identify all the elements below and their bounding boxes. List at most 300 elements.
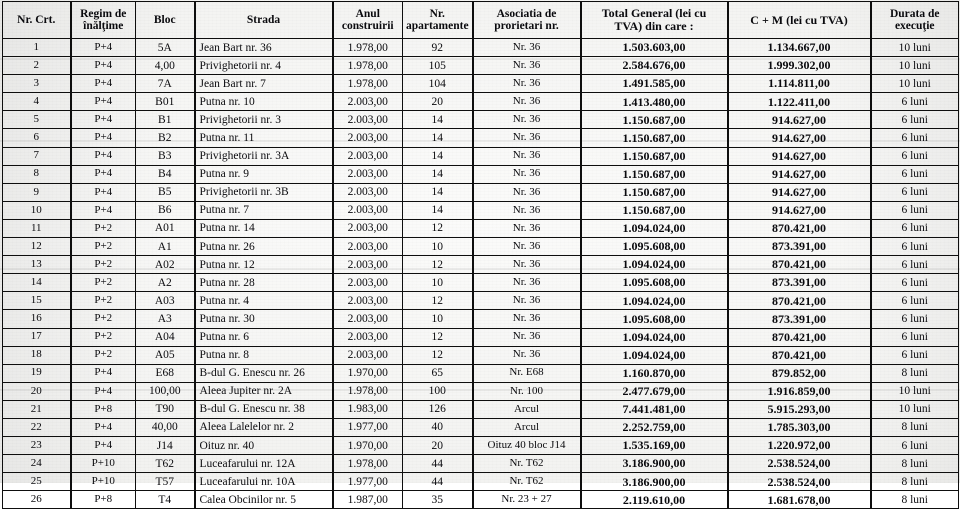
- cell-total-general: 3.186.900,00: [581, 473, 728, 491]
- cell-bloc: B1: [136, 111, 195, 129]
- cell-c-plus-m: 914.627,00: [728, 111, 871, 129]
- table-row: [3, 400, 959, 418]
- cell-total-general: 7.441.481,00: [581, 400, 728, 418]
- cell-c-plus-m: 873.391,00: [728, 238, 871, 256]
- cell-regim: P+4: [71, 437, 136, 455]
- cell-c-plus-m: 914.627,00: [728, 147, 871, 165]
- cell-strada: Jean Bart nr. 7: [195, 75, 333, 93]
- cell-apartamente: 14: [403, 111, 473, 129]
- cell-durata: 6 luni: [871, 238, 959, 256]
- cell-nr-crt: 20: [3, 382, 71, 400]
- cell-anul: 2.003,00: [333, 328, 403, 346]
- cell-regim: P+4: [71, 129, 136, 147]
- cell-asociatia: Nr. 36: [473, 39, 581, 57]
- cell-asociatia: Nr. 36: [473, 346, 581, 364]
- cell-total-general: 1.150.687,00: [581, 111, 728, 129]
- cell-bloc: A02: [136, 256, 195, 274]
- cell-asociatia: Nr. 100: [473, 382, 581, 400]
- cell-anul: 1.970,00: [333, 437, 403, 455]
- cell-apartamente: 10: [403, 274, 473, 292]
- cell-regim: P+4: [71, 93, 136, 111]
- cell-apartamente: 100: [403, 382, 473, 400]
- cell-anul: 2.003,00: [333, 292, 403, 310]
- cell-bloc: A05: [136, 346, 195, 364]
- cell-bloc: A03: [136, 292, 195, 310]
- cell-anul: 2.003,00: [333, 256, 403, 274]
- cell-regim: P+10: [71, 455, 136, 473]
- cell-strada: Putna nr. 6: [195, 328, 333, 346]
- cell-durata: 10 luni: [871, 39, 959, 57]
- column-header-bloc: [136, 2, 195, 39]
- table-row: [3, 364, 959, 382]
- cell-anul: 2.003,00: [333, 111, 403, 129]
- cell-c-plus-m: 873.391,00: [728, 274, 871, 292]
- cell-regim: P+2: [71, 274, 136, 292]
- cell-strada: Putna nr. 9: [195, 165, 333, 183]
- cell-durata: 8 luni: [871, 491, 959, 509]
- cell-regim: P+2: [71, 328, 136, 346]
- cell-durata: 6 luni: [871, 310, 959, 328]
- cell-nr-crt: 12: [3, 238, 71, 256]
- cell-strada: Putna nr. 14: [195, 219, 333, 237]
- cell-anul: 2.003,00: [333, 346, 403, 364]
- cell-asociatia: Nr. 36: [473, 183, 581, 201]
- cell-bloc: T57: [136, 473, 195, 491]
- cell-regim: P+4: [71, 75, 136, 93]
- column-header-total-line1: Total General (lei cu: [601, 6, 707, 21]
- cell-durata: 6 luni: [871, 147, 959, 165]
- cell-bloc: 7A: [136, 75, 195, 93]
- cell-durata: 10 luni: [871, 400, 959, 418]
- cell-asociatia: Nr. 36: [473, 238, 581, 256]
- cell-asociatia: Arcul: [473, 418, 581, 436]
- cell-asociatia: Nr. T62: [473, 473, 581, 491]
- cell-total-general: 1.094.024,00: [581, 292, 728, 310]
- cell-asociatia: Nr. 36: [473, 274, 581, 292]
- cell-strada: Oituz nr. 40: [195, 437, 333, 455]
- cell-bloc: T4: [136, 491, 195, 509]
- cell-regim: P+4: [71, 382, 136, 400]
- table-row: [3, 310, 959, 328]
- table-header: [3, 2, 959, 39]
- cell-c-plus-m: 870.421,00: [728, 328, 871, 346]
- cell-strada: Luceafarului nr. 10A: [195, 473, 333, 491]
- column-header-durata-executie: [871, 2, 959, 39]
- cell-nr-crt: 3: [3, 75, 71, 93]
- cell-strada: Luceafarului nr. 12A: [195, 455, 333, 473]
- cell-apartamente: 14: [403, 183, 473, 201]
- cell-strada: Aleea Jupiter nr. 2A: [195, 382, 333, 400]
- cell-strada: Putna nr. 12: [195, 256, 333, 274]
- cell-asociatia: Nr. 36: [473, 292, 581, 310]
- cell-anul: 2.003,00: [333, 183, 403, 201]
- cell-asociatia: Nr. 36: [473, 201, 581, 219]
- cell-strada: Privighetorii nr. 3A: [195, 147, 333, 165]
- cell-asociatia: Nr. 36: [473, 310, 581, 328]
- table-row: [3, 147, 959, 165]
- cell-asociatia: Nr. T62: [473, 455, 581, 473]
- cell-bloc: T62: [136, 455, 195, 473]
- cell-bloc: B6: [136, 201, 195, 219]
- cell-apartamente: 104: [403, 75, 473, 93]
- column-header-nr-apartamente: [403, 2, 473, 39]
- cell-durata: 6 luni: [871, 437, 959, 455]
- cell-apartamente: 14: [403, 165, 473, 183]
- table-row: [3, 219, 959, 237]
- cell-anul: 2.003,00: [333, 274, 403, 292]
- table-row: [3, 183, 959, 201]
- table-header-row: [3, 2, 959, 39]
- table-row: [3, 346, 959, 364]
- cell-durata: 10 luni: [871, 57, 959, 75]
- cell-anul: 2.003,00: [333, 165, 403, 183]
- cell-total-general: 1.491.585,00: [581, 75, 728, 93]
- cell-strada: Calea Obcinilor nr. 5: [195, 491, 333, 509]
- cell-apartamente: 44: [403, 473, 473, 491]
- cell-total-general: 2.119.610,00: [581, 491, 728, 509]
- cell-nr-crt: 14: [3, 274, 71, 292]
- cell-total-general: 1.094.024,00: [581, 256, 728, 274]
- cell-durata: 6 luni: [871, 328, 959, 346]
- cell-durata: 6 luni: [871, 129, 959, 147]
- cell-strada: Putna nr. 4: [195, 292, 333, 310]
- column-header-cm-line1: C + M (lei cu TVA): [750, 12, 848, 27]
- cell-durata: 8 luni: [871, 418, 959, 436]
- cell-strada: Putna nr. 10: [195, 93, 333, 111]
- cell-asociatia: Nr. 36: [473, 165, 581, 183]
- cell-total-general: 1.160.870,00: [581, 364, 728, 382]
- cell-apartamente: 126: [403, 400, 473, 418]
- table-row: [3, 491, 959, 509]
- cell-durata: 6 luni: [871, 274, 959, 292]
- cell-total-general: 2.252.759,00: [581, 418, 728, 436]
- cell-c-plus-m: 1.785.303,00: [728, 418, 871, 436]
- table-row: [3, 473, 959, 491]
- table-row: [3, 57, 959, 75]
- cell-regim: P+2: [71, 292, 136, 310]
- cell-total-general: 1.094.024,00: [581, 346, 728, 364]
- cell-regim: P+2: [71, 256, 136, 274]
- cell-bloc: 100,00: [136, 382, 195, 400]
- cell-strada: Privighetorii nr. 4: [195, 57, 333, 75]
- cell-apartamente: 35: [403, 491, 473, 509]
- cell-bloc: 5A: [136, 39, 195, 57]
- cell-anul: 1.978,00: [333, 75, 403, 93]
- cell-regim: P+4: [71, 364, 136, 382]
- table-row: [3, 75, 959, 93]
- cell-bloc: 4,00: [136, 57, 195, 75]
- cell-total-general: 2.584.676,00: [581, 57, 728, 75]
- table-row: [3, 418, 959, 436]
- column-header-c-plus-m: [728, 2, 871, 39]
- column-header-strada: [195, 2, 333, 39]
- cell-bloc: A01: [136, 219, 195, 237]
- cell-c-plus-m: 1.916.859,00: [728, 382, 871, 400]
- cell-apartamente: 12: [403, 256, 473, 274]
- cell-c-plus-m: 914.627,00: [728, 129, 871, 147]
- table-row: [3, 328, 959, 346]
- cell-nr-crt: 11: [3, 219, 71, 237]
- cell-anul: 1.978,00: [333, 382, 403, 400]
- cell-apartamente: 12: [403, 292, 473, 310]
- cell-c-plus-m: 1.114.811,00: [728, 75, 871, 93]
- cell-total-general: 1.150.687,00: [581, 165, 728, 183]
- cell-c-plus-m: 2.538.524,00: [728, 455, 871, 473]
- cell-nr-crt: 1: [3, 39, 71, 57]
- cell-anul: 2.003,00: [333, 201, 403, 219]
- table-row: [3, 93, 959, 111]
- column-header-nr-crt-line1: Nr. Crt.: [17, 13, 56, 26]
- cell-strada: Putna nr. 7: [195, 201, 333, 219]
- cell-regim: P+4: [71, 201, 136, 219]
- cell-regim: P+2: [71, 238, 136, 256]
- table-row: [3, 274, 959, 292]
- cell-strada: Putna nr. 28: [195, 274, 333, 292]
- column-header-an-line2: construirii: [341, 20, 394, 32]
- cell-total-general: 3.186.900,00: [581, 455, 728, 473]
- cell-asociatia: Oituz 40 bloc J14: [473, 437, 581, 455]
- cell-regim: P+4: [71, 39, 136, 57]
- cell-apartamente: 14: [403, 147, 473, 165]
- cell-bloc: B4: [136, 165, 195, 183]
- cell-total-general: 1.095.608,00: [581, 274, 728, 292]
- cell-bloc: 40,00: [136, 418, 195, 436]
- cell-durata: 8 luni: [871, 455, 959, 473]
- cell-nr-crt: 7: [3, 147, 71, 165]
- cell-apartamente: 12: [403, 219, 473, 237]
- cell-asociatia: Arcul: [473, 400, 581, 418]
- cell-c-plus-m: 1.999.302,00: [728, 57, 871, 75]
- cell-asociatia: Nr. 36: [473, 256, 581, 274]
- cell-apartamente: 10: [403, 238, 473, 256]
- cell-asociatia: Nr. 36: [473, 147, 581, 165]
- cell-anul: 2.003,00: [333, 238, 403, 256]
- cell-strada: Privighetorii nr. 3: [195, 111, 333, 129]
- cell-durata: 8 luni: [871, 473, 959, 491]
- buildings-rehabilitation-table: [2, 1, 959, 509]
- column-header-an-line1: Anul: [355, 7, 380, 20]
- cell-regim: P+4: [71, 57, 136, 75]
- cell-bloc: B5: [136, 183, 195, 201]
- cell-nr-crt: 21: [3, 400, 71, 418]
- cell-c-plus-m: 2.538.524,00: [728, 473, 871, 491]
- cell-total-general: 1.150.687,00: [581, 129, 728, 147]
- cell-durata: 6 luni: [871, 292, 959, 310]
- cell-regim: P+4: [71, 183, 136, 201]
- cell-apartamente: 40: [403, 418, 473, 436]
- cell-asociatia: Nr. 36: [473, 219, 581, 237]
- cell-regim: P+2: [71, 219, 136, 237]
- column-header-regim-line1: Regim de: [80, 7, 127, 20]
- table-body: [3, 39, 959, 509]
- cell-anul: 2.003,00: [333, 310, 403, 328]
- cell-asociatia: Nr. 36: [473, 328, 581, 346]
- cell-c-plus-m: 870.421,00: [728, 292, 871, 310]
- cell-apartamente: 14: [403, 129, 473, 147]
- cell-regim: P+4: [71, 418, 136, 436]
- cell-anul: 1.983,00: [333, 400, 403, 418]
- cell-regim: P+4: [71, 111, 136, 129]
- cell-nr-crt: 5: [3, 111, 71, 129]
- column-header-anul-construirii: [333, 2, 403, 39]
- cell-durata: 6 luni: [871, 346, 959, 364]
- table-row: [3, 165, 959, 183]
- cell-c-plus-m: 5.915.293,00: [728, 400, 871, 418]
- cell-nr-crt: 16: [3, 310, 71, 328]
- column-header-regim-line2: înălţime: [83, 20, 124, 32]
- cell-bloc: J14: [136, 437, 195, 455]
- cell-nr-crt: 22: [3, 418, 71, 436]
- cell-nr-crt: 10: [3, 201, 71, 219]
- table-row: [3, 455, 959, 473]
- cell-regim: P+8: [71, 400, 136, 418]
- cell-bloc: B01: [136, 93, 195, 111]
- column-header-regim: [71, 2, 136, 39]
- column-header-ap-line1: Nr.: [429, 7, 445, 20]
- cell-anul: 1.978,00: [333, 57, 403, 75]
- cell-apartamente: 92: [403, 39, 473, 57]
- column-header-total-line2: TVA) din care :: [614, 19, 694, 33]
- cell-apartamente: 105: [403, 57, 473, 75]
- cell-nr-crt: 6: [3, 129, 71, 147]
- cell-c-plus-m: 879.852,00: [728, 364, 871, 382]
- cell-total-general: 1.150.687,00: [581, 201, 728, 219]
- cell-anul: 2.003,00: [333, 93, 403, 111]
- table-row: [3, 129, 959, 147]
- column-header-asoc-line2: prorietari nr.: [494, 20, 559, 32]
- cell-anul: 2.003,00: [333, 219, 403, 237]
- cell-anul: 1.987,00: [333, 491, 403, 509]
- cell-c-plus-m: 1.134.667,00: [728, 39, 871, 57]
- table-row: [3, 39, 959, 57]
- cell-durata: 8 luni: [871, 364, 959, 382]
- cell-apartamente: 10: [403, 310, 473, 328]
- cell-nr-crt: 25: [3, 473, 71, 491]
- cell-asociatia: Nr. E68: [473, 364, 581, 382]
- cell-apartamente: 12: [403, 346, 473, 364]
- column-header-total-general: [581, 2, 728, 39]
- cell-c-plus-m: 870.421,00: [728, 346, 871, 364]
- cell-bloc: E68: [136, 364, 195, 382]
- cell-regim: P+10: [71, 473, 136, 491]
- cell-apartamente: 65: [403, 364, 473, 382]
- cell-c-plus-m: 1.122.411,00: [728, 93, 871, 111]
- column-header-asoc-line1: Asociatia de: [496, 7, 557, 20]
- cell-durata: 6 luni: [871, 201, 959, 219]
- cell-anul: 1.978,00: [333, 455, 403, 473]
- cell-asociatia: Nr. 36: [473, 75, 581, 93]
- table-row: [3, 292, 959, 310]
- cell-total-general: 1.150.687,00: [581, 183, 728, 201]
- cell-strada: Putna nr. 11: [195, 129, 333, 147]
- cell-asociatia: Nr. 36: [473, 93, 581, 111]
- cell-asociatia: Nr. 36: [473, 57, 581, 75]
- cell-durata: 6 luni: [871, 93, 959, 111]
- cell-nr-crt: 23: [3, 437, 71, 455]
- cell-c-plus-m: 1.220.972,00: [728, 437, 871, 455]
- cell-c-plus-m: 1.681.678,00: [728, 491, 871, 509]
- cell-c-plus-m: 914.627,00: [728, 201, 871, 219]
- column-header-asociatia: [473, 2, 581, 39]
- cell-total-general: 1.503.603,00: [581, 39, 728, 57]
- cell-regim: P+2: [71, 310, 136, 328]
- cell-total-general: 1.150.687,00: [581, 147, 728, 165]
- cell-apartamente: 14: [403, 201, 473, 219]
- cell-nr-crt: 15: [3, 292, 71, 310]
- cell-c-plus-m: 870.421,00: [728, 256, 871, 274]
- cell-asociatia: Nr. 36: [473, 111, 581, 129]
- column-header-nr-crt: [3, 2, 71, 39]
- column-header-ap-line2: apartamente: [405, 20, 469, 32]
- cell-nr-crt: 24: [3, 455, 71, 473]
- cell-asociatia: Nr. 36: [473, 129, 581, 147]
- column-header-durata-line2: execuţie: [894, 20, 935, 32]
- cell-bloc: B2: [136, 129, 195, 147]
- cell-durata: 6 luni: [871, 165, 959, 183]
- cell-strada: Putna nr. 8: [195, 346, 333, 364]
- cell-durata: 6 luni: [871, 219, 959, 237]
- table-row: [3, 437, 959, 455]
- cell-strada: Aleea Lalelelor nr. 2: [195, 418, 333, 436]
- table-row: [3, 256, 959, 274]
- table-row: [3, 201, 959, 219]
- cell-c-plus-m: 870.421,00: [728, 219, 871, 237]
- cell-strada: B-dul G. Enescu nr. 38: [195, 400, 333, 418]
- cell-strada: Putna nr. 30: [195, 310, 333, 328]
- cell-total-general: 2.477.679,00: [581, 382, 728, 400]
- cell-durata: 6 luni: [871, 256, 959, 274]
- column-header-durata-line1: Durata de: [889, 7, 940, 20]
- cell-bloc: A1: [136, 238, 195, 256]
- cell-nr-crt: 19: [3, 364, 71, 382]
- cell-nr-crt: 9: [3, 183, 71, 201]
- table-row: [3, 382, 959, 400]
- cell-total-general: 1.094.024,00: [581, 219, 728, 237]
- cell-durata: 6 luni: [871, 183, 959, 201]
- cell-durata: 10 luni: [871, 75, 959, 93]
- cell-total-general: 1.095.608,00: [581, 310, 728, 328]
- cell-regim: P+4: [71, 147, 136, 165]
- cell-regim: P+8: [71, 491, 136, 509]
- cell-strada: Putna nr. 26: [195, 238, 333, 256]
- cell-anul: 2.003,00: [333, 129, 403, 147]
- cell-bloc: T90: [136, 400, 195, 418]
- cell-bloc: B3: [136, 147, 195, 165]
- cell-anul: 2.003,00: [333, 147, 403, 165]
- cell-durata: 6 luni: [871, 111, 959, 129]
- cell-anul: 1.970,00: [333, 364, 403, 382]
- cell-durata: 10 luni: [871, 382, 959, 400]
- table-row: [3, 238, 959, 256]
- cell-strada: B-dul G. Enescu nr. 26: [195, 364, 333, 382]
- cell-c-plus-m: 914.627,00: [728, 165, 871, 183]
- column-header-bloc-line1: Bloc: [153, 13, 176, 26]
- cell-anul: 1.978,00: [333, 39, 403, 57]
- cell-total-general: 1.413.480,00: [581, 93, 728, 111]
- cell-nr-crt: 8: [3, 165, 71, 183]
- cell-nr-crt: 4: [3, 93, 71, 111]
- cell-c-plus-m: 914.627,00: [728, 183, 871, 201]
- cell-nr-crt: 13: [3, 256, 71, 274]
- cell-nr-crt: 26: [3, 491, 71, 509]
- cell-strada: Privighetorii nr. 3B: [195, 183, 333, 201]
- cell-bloc: A2: [136, 274, 195, 292]
- cell-apartamente: 44: [403, 455, 473, 473]
- cell-anul: 1.977,00: [333, 418, 403, 436]
- cell-apartamente: 20: [403, 437, 473, 455]
- cell-apartamente: 12: [403, 328, 473, 346]
- cell-regim: P+4: [71, 165, 136, 183]
